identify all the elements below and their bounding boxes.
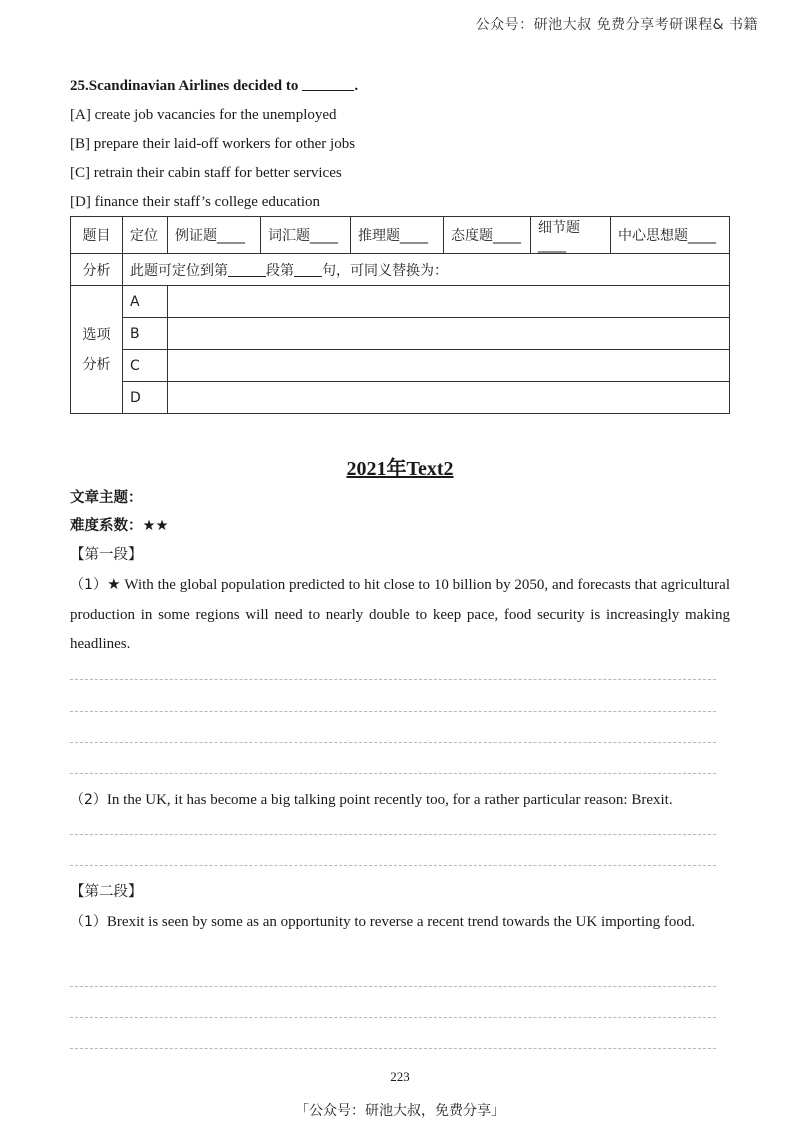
table-row-option-c bbox=[71, 350, 730, 382]
analysis-locate-text: 此题可定位到第 段第 句，可同义替换为： bbox=[123, 254, 730, 286]
note-line bbox=[70, 1017, 716, 1018]
row-label-analysis: 分析 bbox=[71, 254, 123, 286]
type-vocabulary: 词汇题____ bbox=[261, 217, 351, 254]
type-detail: 细节题____ bbox=[531, 217, 611, 254]
table-row-analysis bbox=[71, 254, 730, 286]
type-example: 例证题____ bbox=[168, 217, 261, 254]
type-attitude: 态度题____ bbox=[444, 217, 531, 254]
option-letter-d: D bbox=[123, 382, 168, 414]
type-main-idea: 中心思想题____ bbox=[611, 217, 730, 254]
footer-watermark-note: 「公众号：研池大叔，免费分享」 bbox=[295, 1103, 505, 1119]
paragraph-heading-1: 【第一段】 bbox=[70, 547, 143, 563]
question-title bbox=[70, 77, 358, 95]
section-title: 2021年Text2 bbox=[346, 458, 454, 480]
table-row-option-a bbox=[71, 286, 730, 318]
locate-cell: 定位 bbox=[123, 217, 168, 254]
paragraph-heading-2: 【第二段】 bbox=[70, 884, 143, 900]
sentence-1-1: （1）★ With the global population predicted to hit close to 10 billion by 2050, and forecasts that agricultural production in some regions will need to nearly double to keep pace, food security is increasingly making headlines. bbox=[70, 577, 730, 652]
note-line bbox=[70, 986, 716, 987]
sentence-1-2: （2）In the UK, it has become a big talking point recently too, for a rather particular reason: Brexit. bbox=[70, 792, 673, 808]
answer-blank bbox=[302, 77, 354, 91]
option-a-answer-cell bbox=[168, 286, 730, 318]
option-d: [D] finance their staff’s college education bbox=[70, 194, 321, 210]
difficulty-label: 难度系数：★★ bbox=[70, 518, 169, 534]
article-theme-label: 文章主题： bbox=[70, 490, 143, 506]
note-line bbox=[70, 865, 716, 866]
note-line bbox=[70, 834, 716, 835]
note-line bbox=[70, 679, 716, 680]
row-label-question: 题目 bbox=[71, 217, 123, 254]
note-line bbox=[70, 1048, 716, 1049]
note-line bbox=[70, 773, 716, 774]
page-number: 223 bbox=[390, 1069, 410, 1084]
header-watermark-note: 公众号：研池大叔 免费分享考研课程& 书籍 bbox=[475, 17, 758, 33]
option-c-answer-cell bbox=[168, 350, 730, 382]
type-inference: 推理题____ bbox=[351, 217, 444, 254]
option-letter-c: C bbox=[123, 350, 168, 382]
option-letter-a: A bbox=[123, 286, 168, 318]
note-line bbox=[70, 711, 716, 712]
paragraph-blank bbox=[228, 264, 266, 277]
option-b: [B] prepare their laid-off workers for other jobs bbox=[70, 136, 356, 152]
option-a: [A] create job vacancies for the unemployed bbox=[70, 107, 337, 123]
note-line bbox=[70, 742, 716, 743]
option-c: [C] retrain their cabin staff for better services bbox=[70, 165, 342, 181]
question-title-text: 25.Scandinavian Airlines decided to bbox=[70, 78, 299, 94]
sentence-2-1: （1）Brexit is seen by some as an opportunity to reverse a recent trend towards the UK importing food. bbox=[70, 914, 696, 930]
option-letter-b: B bbox=[123, 318, 168, 350]
option-d-answer-cell bbox=[168, 382, 730, 414]
table-row-option-d bbox=[71, 382, 730, 414]
options-analysis-label: 选项分析 bbox=[71, 286, 123, 414]
table-row-question-type bbox=[71, 217, 730, 254]
sentence-blank bbox=[294, 264, 322, 277]
analysis-table bbox=[70, 216, 730, 414]
table-row-option-b bbox=[71, 318, 730, 350]
option-b-answer-cell bbox=[168, 318, 730, 350]
question-title-end: . bbox=[354, 78, 359, 94]
